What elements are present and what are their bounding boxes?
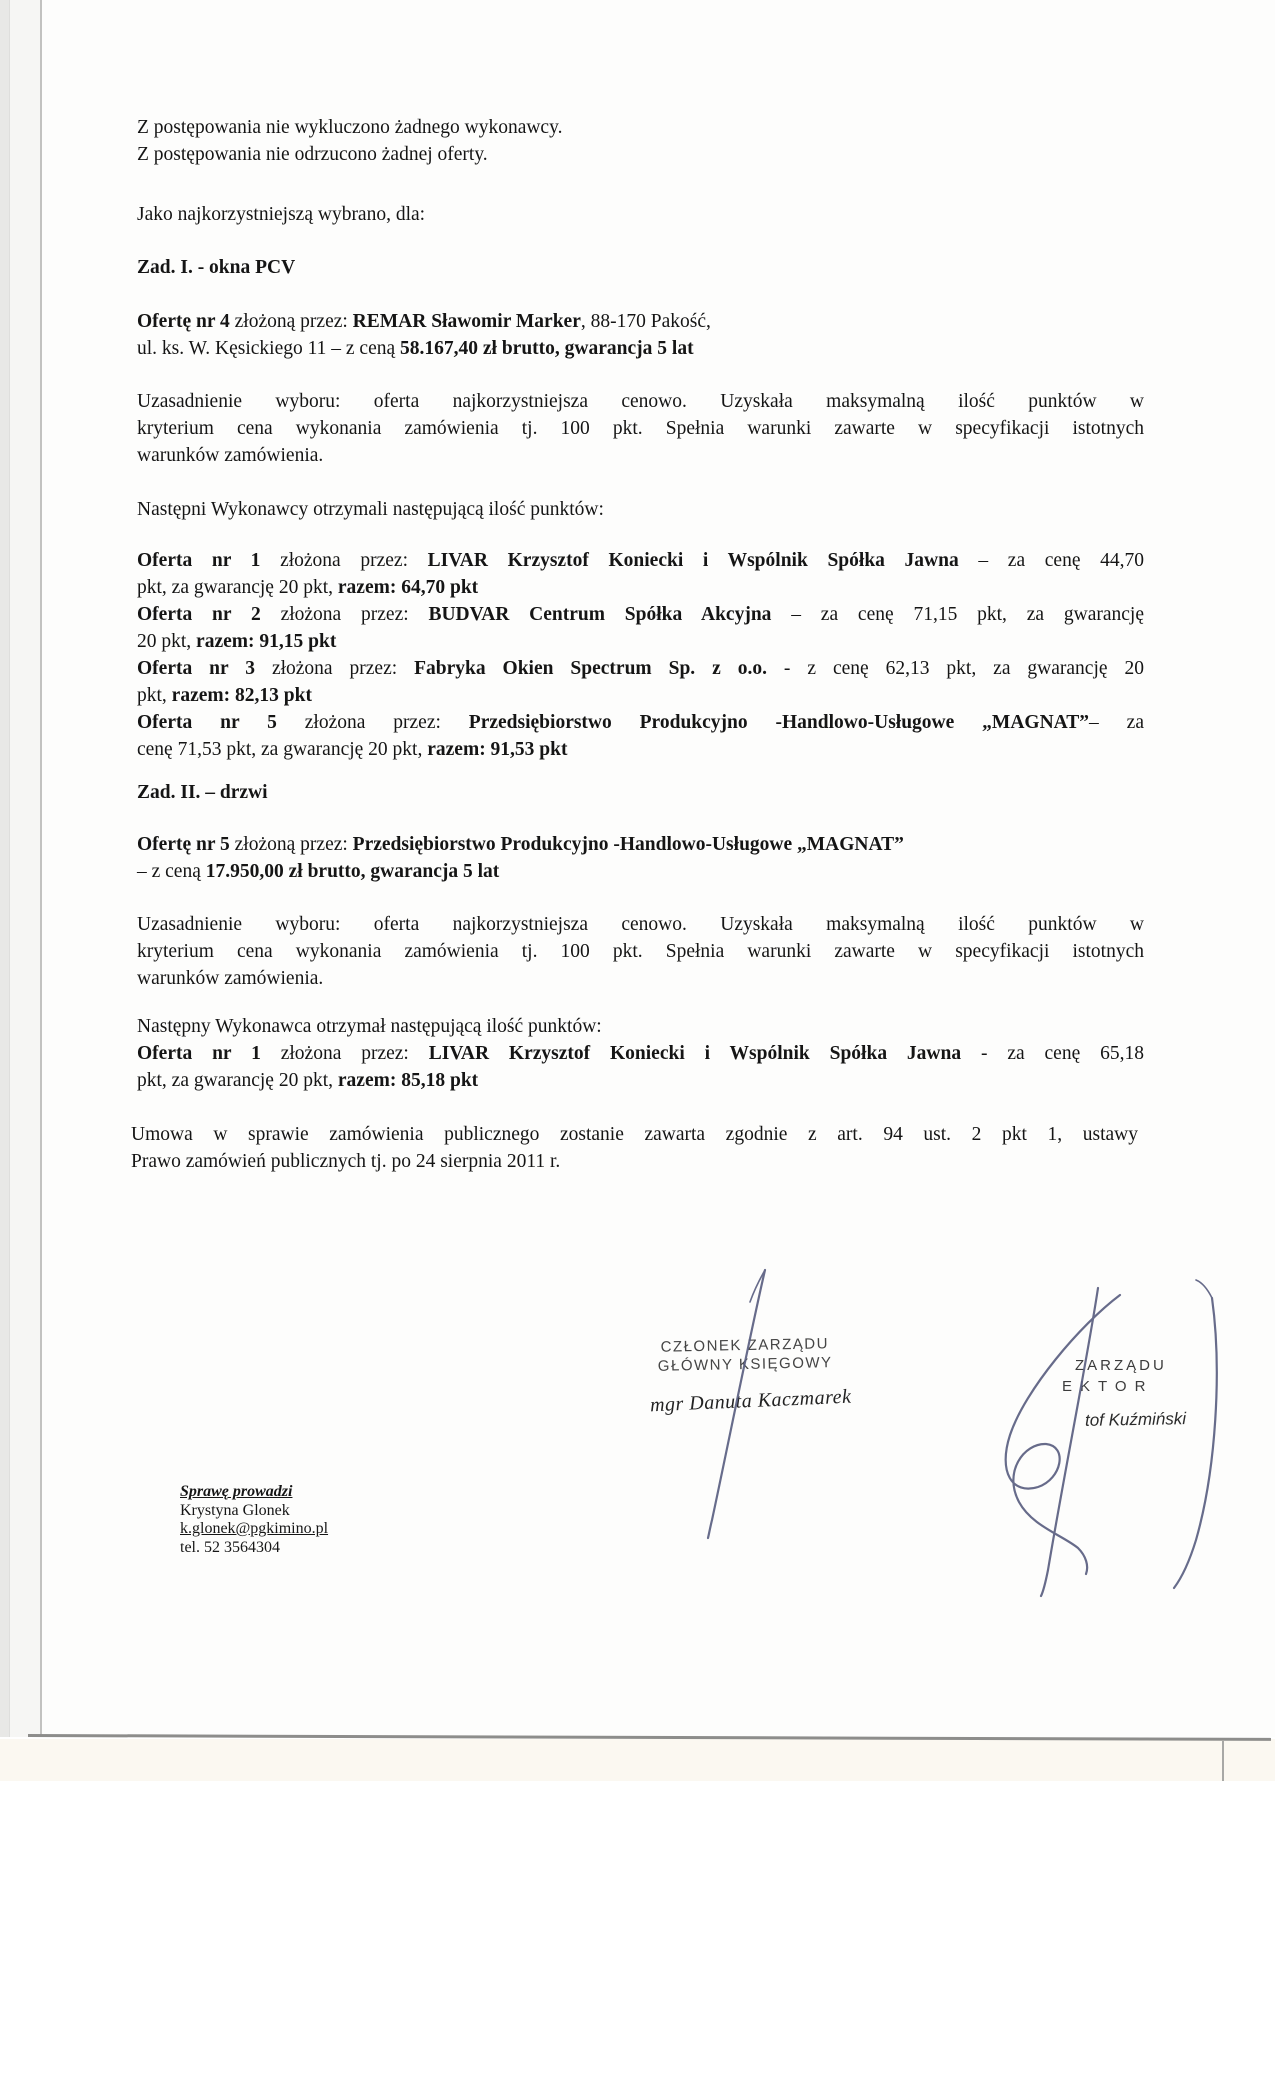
offer-total: razem: 82,13 pkt [171,685,312,706]
offer-company: Przedsiębiorstwo Produkcyjno -Handlowo-Usługowe „MAGNAT” [468,712,1090,733]
right-signatory-name: tof Kuźmiński [1084,1409,1187,1430]
zad1-offer-3-line2 [137,682,1144,709]
offer-points-cont: pkt, za gwarancję 20 pkt, [137,1070,338,1091]
offer-label: Oferta nr 5 [137,712,277,733]
zad1-offer-2-line2 [137,628,1144,655]
offer-total: razem: 91,53 pkt [427,739,568,760]
intro-line-2-text: Z postępowania nie odrzucono żadnej oferty. [137,144,488,165]
zad2-justification-line2: kryterium cena wykonania zamówienia tj. 100 pkt. Spełnia warunki zawarte w specyfikacji istotnych [137,941,1144,962]
scan-edge-margin [10,0,42,1737]
offer-points: – za cenę 44,70 [958,550,1145,571]
zad1-justification-line3: warunków zamówienia. [137,445,324,466]
offer-mid: złożona przez: [260,604,429,625]
zad1-heading-text: Zad. I. - okna PCV [137,257,296,278]
selection-line [137,201,1144,228]
zad1-offer-5 [137,709,1144,763]
zad1-others-intro-text: Następni Wykonawcy otrzymali następującą ilość punktów: [137,499,604,520]
zad1-heading [137,254,1144,281]
right-stamp-line2: EKTOR [1062,1378,1154,1395]
offer-total: razem: 64,70 pkt [337,577,479,598]
offer-label: Oferta nr 1 [137,550,261,571]
offer-points: - za cenę 65,18 [961,1043,1144,1064]
zad1-justification-line1: Uzasadnienie wyboru: oferta najkorzystniejsza cenowo. Uzyskała maksymalną ilość punktów w [137,391,1144,412]
offer-label: Oferta nr 1 [137,1043,261,1064]
zad2-justification-line1: Uzasadnienie wyboru: oferta najkorzystniejsza cenowo. Uzyskała maksymalną ilość punktów w [137,914,1144,935]
right-stamp-line1: ZARZĄDU [1075,1357,1167,1374]
case-officer-block [180,1483,328,1557]
zad2-heading-text: Zad. II. – drzwi [137,782,268,803]
case-officer-name: Krystyna Glonek [180,1501,290,1519]
left-stamp-line1: CZŁONEK ZARZĄDU [660,1335,830,1356]
zad1-offer-5-line1 [137,709,1144,736]
zad2-offer-1-line2 [137,1067,1144,1094]
zad1-winner-price: 58.167,40 zł brutto, gwarancja 5 lat [400,338,694,359]
zad2-justification-line3: warunków zamówienia. [137,968,324,989]
case-officer-phone: tel. 52 3564304 [180,1538,280,1556]
closing-line1: Umowa w sprawie zamówienia publicznego zostanie zawarta zgodnie z art. 94 ust. 2 pkt 1, ustawy [131,1124,1138,1145]
closing-paragraph [131,1121,1138,1175]
offer-label: Oferta nr 3 [137,658,255,679]
zad1-winner-company: REMAR Sławomir Marker [352,311,581,332]
offer-company: Fabryka Okien Spectrum Sp. z o.o. [414,658,767,679]
left-stamp-line2: GŁÓWNY KSIĘGOWY [657,1354,833,1375]
selection-line-text: Jako najkorzystniejszą wybrano, dla: [137,204,426,225]
zad2-winner-price: 17.950,00 zł brutto, gwarancja 5 lat [205,861,500,882]
offer-points-cont: pkt, [137,685,172,706]
zad1-offer-5-line2 [137,736,1144,763]
zad1-winner-line2 [137,335,1144,362]
offer-company: LIVAR Krzysztof Koniecki i Wspólnik Spółka Jawna [427,550,959,571]
zad2-offer-1-line1 [137,1040,1144,1067]
zad1-winner-line2-pre: ul. ks. W. Kęsickiego 11 – z ceną [137,338,401,359]
intro-paragraph [137,114,1144,168]
zad1-offer-1-line1 [137,547,1144,574]
intro-line-1-text: Z postępowania nie wykluczono żadnego wykonawcy. [137,117,563,138]
zad2-winner-label: Ofertę nr 5 [137,834,230,855]
zad1-winner-label: Ofertę nr 4 [137,311,230,332]
offer-mid: złożona przez: [276,712,469,733]
offer-points-cont: cenę 71,53 pkt, za gwarancję 20 pkt, [137,739,428,760]
scan-edge-stub [1222,1741,1224,1781]
zad2-others-intro [137,1013,1144,1040]
zad1-justification-line2: kryterium cena wykonania zamówienia tj. 100 pkt. Spełnia warunki zawarte w specyfikacji istotnych [137,418,1144,439]
case-officer-lead: Sprawę prowadzi [180,1483,293,1500]
case-officer-email: k.glonek@pgkimino.pl [180,1520,329,1537]
zad2-winner-line2 [137,858,1144,885]
intro-line-1 [137,114,1144,141]
left-signature-stamp [655,1334,836,1376]
zad1-offer-1 [137,547,1144,601]
closing-line2: Prawo zamówień publicznych tj. po 24 sierpnia 2011 r. [131,1151,561,1172]
zad2-winner-company: Przedsiębiorstwo Produkcyjno -Handlowo-Usługowe „MAGNAT” [352,834,904,855]
offer-points: - z cenę 62,13 pkt, za gwarancję 20 [766,658,1144,679]
zad1-justification [137,388,1144,469]
zad1-winner-line1 [137,308,1144,335]
zad2-others-intro-text: Następny Wykonawca otrzymał następującą ilość punktów: [137,1016,602,1037]
zad2-winner-line1 [137,831,1144,858]
zad1-others-intro [137,496,1144,523]
zad1-offer-2-line1 [137,601,1144,628]
zad2-justification [137,911,1144,992]
scan-lower-band [0,1739,1275,1781]
zad2-offer-1 [137,1040,1144,1094]
offer-points-cont: 20 pkt, [137,631,197,652]
zad1-offer-2 [137,601,1144,655]
left-signatory-name: mgr Danuta Kaczmarek [649,1385,852,1417]
zad1-offer-3-line1 [137,655,1144,682]
zad2-winner-mid: złożoną przez: [229,834,353,855]
offer-mid: złożona przez: [260,550,428,571]
offer-points-cont: pkt, za gwarancję 20 pkt, [137,577,338,598]
zad1-winner [137,308,1144,362]
offer-company: LIVAR Krzysztof Koniecki i Wspólnik Spółka Jawna [428,1043,962,1064]
zad1-offer-1-line2 [137,574,1144,601]
offer-company: BUDVAR Centrum Spółka Akcyjna [428,604,772,625]
scan-edge-strip [0,0,10,1737]
zad1-winner-mid: złożoną przez: [229,311,353,332]
zad2-winner-line2-pre: – z ceną [137,861,206,882]
zad1-winner-address: , 88-170 Pakość, [580,311,711,332]
offer-mid: złożona przez: [260,1043,429,1064]
offer-label: Oferta nr 2 [137,604,261,625]
offer-points: – za cenę 71,15 pkt, za gwarancję [771,604,1144,625]
offer-total: razem: 85,18 pkt [337,1070,479,1091]
offer-points: – za [1089,712,1144,733]
zad2-heading [137,779,1144,806]
offer-total: razem: 91,15 pkt [196,631,337,652]
offer-mid: złożona przez: [255,658,415,679]
zad2-winner [137,831,1144,885]
zad1-offer-3 [137,655,1144,709]
intro-line-2 [137,141,1144,168]
